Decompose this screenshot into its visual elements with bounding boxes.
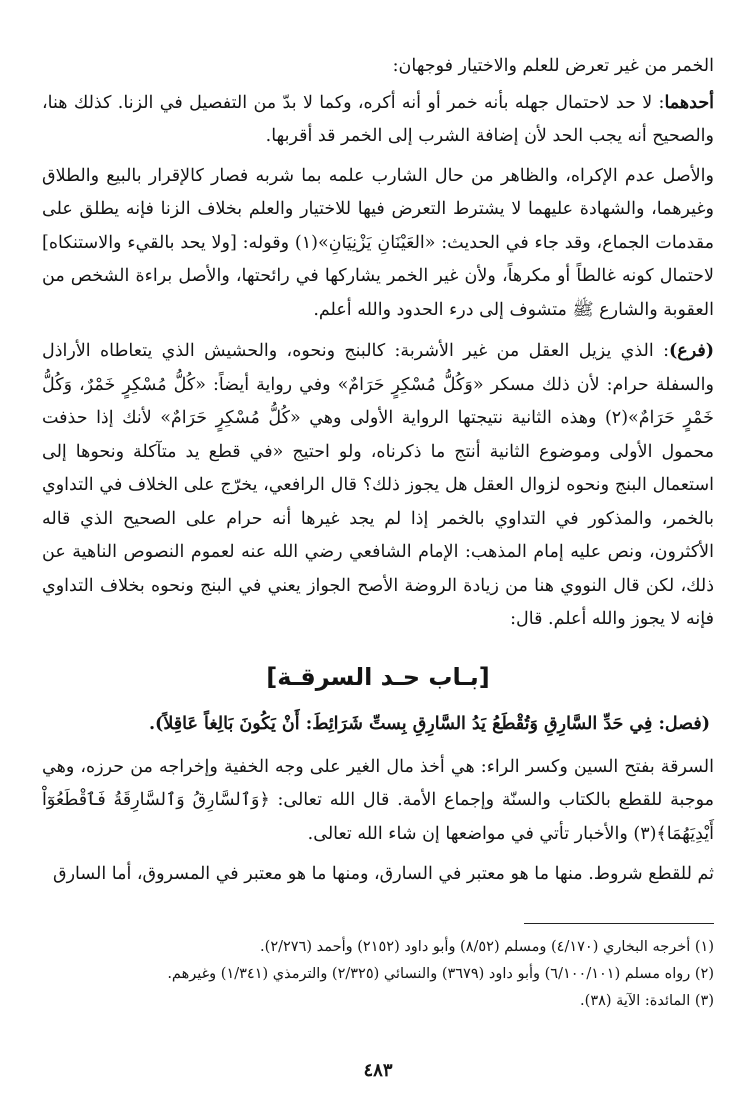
branch-label: (فرع) [668, 341, 714, 361]
branch-text: : الذي يزيل العقل من غير الأشربة: كالبنج ونحوه، والحشيش الذي يتعاطاه الأراذل والسفلة حرام: لأن ذلك مسكر «وَكُلُّ مُسْكِرٍ حَرَامٌ» وفي رواية أيضاً: «كُلُّ مُسْكِرٍ خَمْرٌ، وَكُلُّ خَمْرٍ حَرَامٌ»(٢) وهذه الثانية نتيجتها الرواية الأولى وهي «كُلُّ مُسْكِرٍ حَرَامٌ» لأنك إذا حذفت محمول الأولى وموضوع الثانية أنتج ما ذكرناه، ولو احتيج «في قطع يد متآكلة ونحوها إلى استعمال البنج ونحوه لزوال العقل هل يجوز ذلك؟ قال الرافعي، يخرّج على الخلاف في التداوي بالخمر، والمذكور في التداوي بالخمر إذا لم يجد غيرها أنه حرام على الصحيح الذي قاله الأكثرون، ونص عليه إمام المذهب: الإمام الشافعي رضي الله عنه لعموم النصوص الناهية عن ذلك، لكن قال النووي هنا من زيادة الروضة الأصح الجواز يعني في البنج ونحوه بخلاف التداوي فإنه لا يجوز والله أعلم. قال: [42, 341, 714, 629]
paragraph-intro: الخمر من غير تعرض للعلم والاختيار فوجهان: [392, 56, 714, 76]
paragraph-first-view [42, 87, 714, 154]
chapter-title-wrap [42, 657, 714, 705]
footnote-divider [524, 923, 714, 924]
paragraph-theft-definition: السرقة بفتح السين وكسر الراء: هي أخذ مال الغير على وجه الخفية وإخراجه من حرزه، وهي موجبة للقطع بالكتاب والسنّة وإجماع الأمة. قال الله تعالى: ﴿وَٱلسَّارِقُ وَٱلسَّارِقَةُ فَٱقْطَعُوٓاْ أَيْدِيَهُمَا﴾(٣) والأخبار تأتي في مواضعها إن شاء الله تعالى. [42, 756, 714, 844]
section-heading: (فصل: فِي حَدِّ السَّارِقِ وَتُقْطَعُ يَدُ السَّارِقِ بِستِّ شَرَائِطَ: أَنْ يَكُونَ بَالِغاً عَاقِلاً). [148, 713, 710, 734]
paragraph-conditions: ثم للقطع شروط. منها ما هو معتبر في السارق، ومنها ما هو معتبر في المسروق، أما السارق [53, 864, 714, 884]
paragraph-coercion: والأصل عدم الإكراه، والظاهر من حال الشارب علمه بما شربه فصار كالإقرار بالبيع والطلاق وغيرهما، والشهادة عليهما لا يشترط التعرض فيها للاختيار والعلم بخلاف الزنا فإنه يطلق على مقدمات الجماع، وقد جاء في الحديث: «العَيْنَانِ يَزْنِيَانِ»(١) وقوله: [ولا يحد بالقيء والاستنكاه] لاحتمال كونه غالطاً أو مكرهاً، ولأن غير الخمر يشاركها في رائحتها، والأصل براءة الشخص من العقوبة والشارع ﷺ متشوف إلى درء الحدود والله أعلم. [42, 165, 714, 320]
page-number: ٤٨٣ [363, 1060, 393, 1081]
footnote-2: (٢) رواه مسلم (٦/١٠٠/١٠١) وأبو داود (٣٦٧٩) والنسائي (٢/٣٢٥) والترمذي (١/٣٤١) وغيرهم. [167, 966, 714, 982]
footnote-3: (٣) المائدة: الآية (٣٨). [580, 993, 714, 1009]
footnotes [42, 934, 714, 1015]
paragraph-branch [42, 335, 714, 637]
chapter-title: [بـاب حـد السرقـة] [266, 662, 490, 691]
first-view-label: أحدهما [664, 92, 714, 113]
first-view-text: : لا حد لاحتمال جهله بأنه خمر أو أنه أكره، وكما لا بدّ من التفصيل في الزنا. كذلك هنا، والصحيح أنه يجب الحد لأن إضافة الشرب إلى الخمر قد أقربها. [42, 92, 714, 146]
book-page [42, 50, 714, 1080]
footnote-1: (١) أخرجه البخاري (٤/١٧٠) ومسلم (٨/٥٢) وأبو داود (٢١٥٢) وأحمد (٢/٢٧٦). [260, 939, 714, 955]
